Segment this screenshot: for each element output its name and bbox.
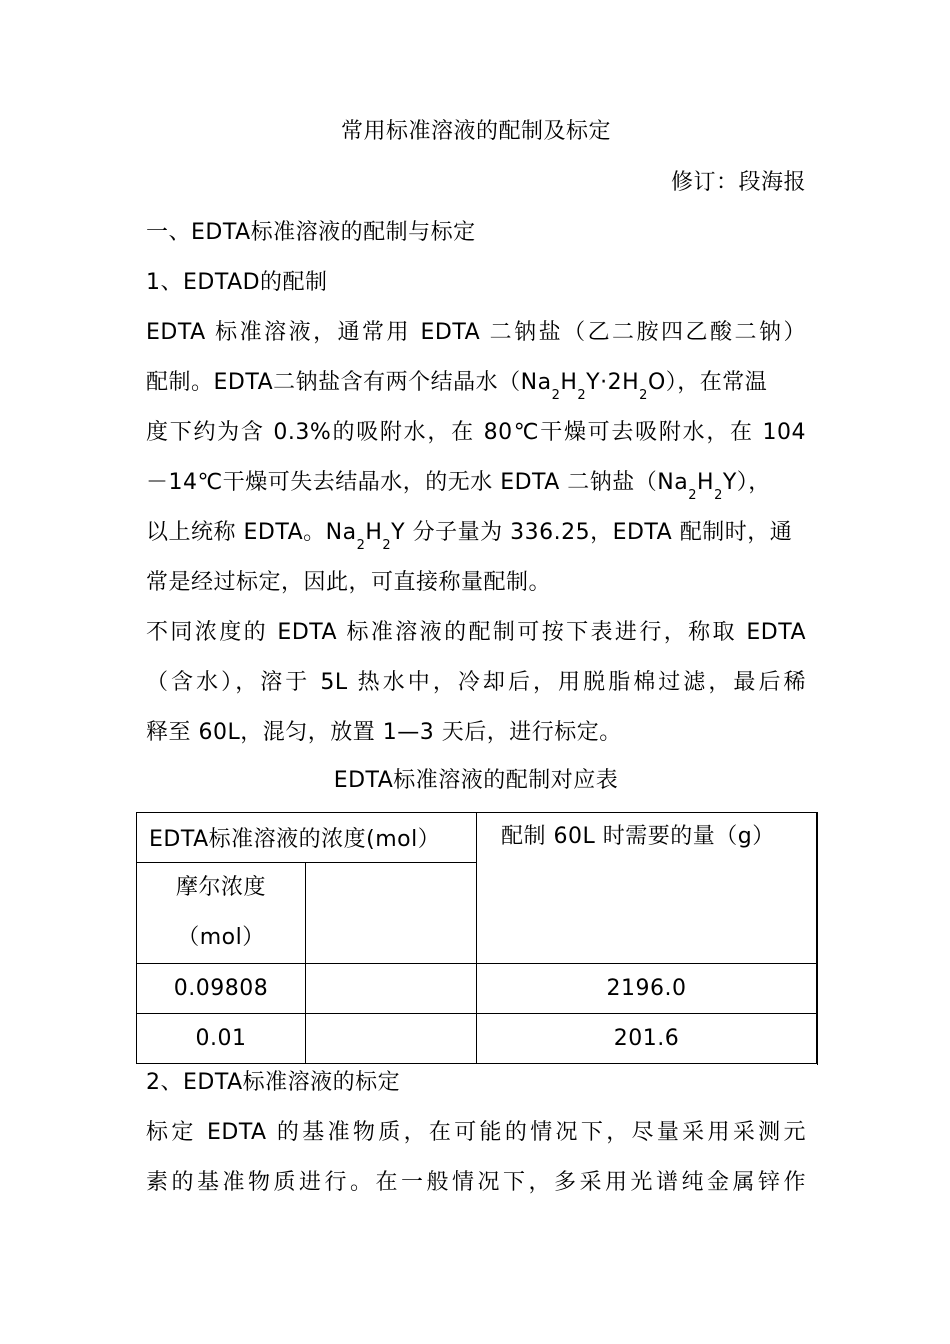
table-cell-concentration: 0.01	[137, 1014, 306, 1064]
table-right-double-border	[817, 812, 818, 1065]
table-row	[137, 964, 817, 1014]
table-header-amount: 配制 60L 时需要的量（g）	[477, 813, 817, 964]
table-caption: EDTA标准溶液的配制对应表	[333, 768, 619, 793]
paragraph-2-line-2: （含水），溶于 5L 热水中，冷却后，用脱脂棉过滤，最后稀	[146, 670, 806, 695]
table-cell-concentration: 0.09808	[137, 964, 306, 1014]
table-cell-empty	[306, 1014, 477, 1064]
paragraph-1-line-2: 配制。EDTA二钠盐含有两个结晶水$(Na_2H_2Y\cdot 2H_2O)$，在常温	[146, 370, 768, 403]
subsection-heading-1: 1、EDTAD的配制	[146, 270, 328, 295]
paragraph-2-line-1: 不同浓度的 EDTA 标准溶液的配制可按下表进行，称取 EDTA	[146, 620, 806, 645]
paragraph-1-line-4: －14℃干燥可失去结晶水，的无水 EDTA 二钠盐$(Na_2H_2Y)$，	[146, 470, 771, 503]
reviser-line: 修订：段海报	[670, 170, 806, 195]
preparation-table	[136, 812, 817, 1064]
page-title: 常用标准溶液的配制及标定	[340, 119, 611, 144]
table-header-concentration: EDTA标准溶液的浓度(mol）	[137, 813, 477, 863]
paragraph-2-line-3: 释至 60L，混匀，放置 1—3 天后，进行标定。	[146, 720, 622, 745]
table-subheader-molar: 摩尔浓度 （mol）	[137, 863, 306, 964]
table-row	[137, 1014, 817, 1064]
section-heading: 一、EDTA标准溶液的配制与标定	[146, 220, 476, 245]
table-cell-amount: 2196.0	[477, 964, 817, 1014]
subsection-heading-2: 2、EDTA标准溶液的标定	[146, 1070, 401, 1095]
table-cell-empty	[306, 964, 477, 1014]
paragraph-1-line-5: 以上统称 EDTA。$Na_2H_2Y$ 分子量为 336.25，EDTA 配制时，通	[146, 520, 793, 553]
paragraph-1-line-6: 常是经过标定，因此，可直接称量配制。	[146, 570, 552, 595]
paragraph-1-line-1: EDTA 标准溶液，通常用 EDTA 二钠盐（乙二胺四乙酸二钠）	[146, 320, 806, 345]
paragraph-3-line-1: 标定 EDTA 的基准物质，在可能的情况下，尽量采用采测元	[146, 1120, 806, 1145]
paragraph-3-line-2: 素的基准物质进行。在一般情况下，多采用光谱纯金属锌作	[146, 1170, 806, 1195]
paragraph-1-line-3: 度下约为含 0.3%的吸附水，在 80℃干燥可去吸附水，在 104	[146, 420, 806, 445]
table-subheader-empty	[306, 863, 477, 964]
table-cell-amount: 201.6	[477, 1014, 817, 1064]
